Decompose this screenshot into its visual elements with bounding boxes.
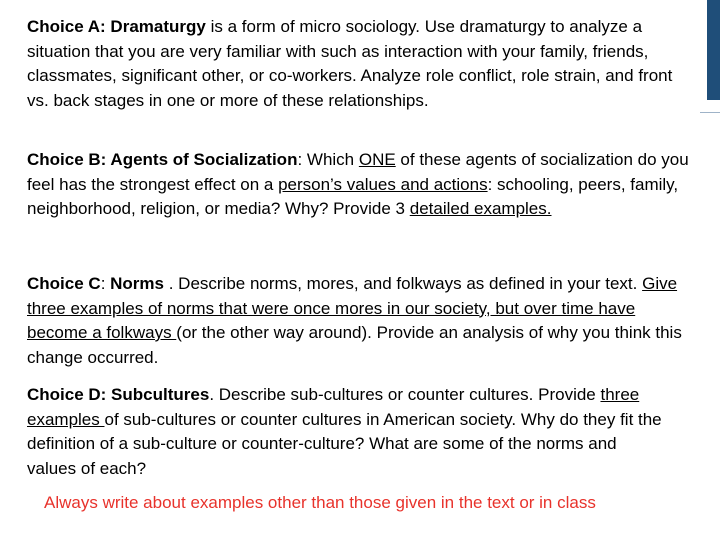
choice-c-text-1: . Describe norms, mores, and folkways as defined in your text. (164, 274, 643, 293)
choice-c-underline-1: Give three examples of norms that were once mores in our society, but over time have become a folkways (27, 274, 678, 342)
choice-b-underline-3: detailed examples. (409, 199, 552, 218)
choice-b-text-1: : Which (297, 150, 359, 169)
choice-b-underline-2: person’s values and actions (278, 174, 488, 194)
choice-a-heading: Choice A: Dramaturgy (27, 17, 206, 36)
choice-d-heading: Choice D: Subcultures (27, 385, 210, 404)
choice-c-text-2: (or the other way around). Provide an analysis of why you think this change occurred. (27, 323, 682, 367)
choice-b-text-3: : schooling, peers, family, neighborhood, religion, or media? Why? Provide 3 (27, 174, 679, 218)
choice-b-heading: Choice B: Agents of Socialization (27, 150, 298, 169)
accent-rule (700, 112, 720, 113)
choice-c-heading-1: Choice C (27, 274, 101, 293)
choice-c-heading-2: Norms (110, 274, 164, 293)
choice-d-text-2: of sub-cultures or counter cultures in American society. Why do they fit the definition of a sub-culture or counter-culture? What are some of the norms and values of each? (27, 409, 662, 478)
choice-b-text-2: of these agents of socialization do you feel has the strongest effect on a (27, 150, 689, 194)
choice-d-text-1: . Describe sub-cultures or counter cultures. Provide (209, 385, 601, 404)
choice-d-paragraph (27, 383, 667, 481)
accent-bar (707, 0, 720, 100)
choice-a-paragraph (27, 15, 697, 113)
choice-a-text: is a form of micro sociology. Use dramaturgy to analyze a situation that you are very familiar with such as interaction with your family, friends, classmates, significant other, or co-workers. Analyze role conflict, role strain, and front vs. back stages in one or more of these relationships. (27, 17, 673, 110)
footer-note: Always write about examples other than those given in the text or in class (44, 493, 596, 512)
choice-b-underline-1: ONE (358, 150, 396, 169)
choice-b-paragraph (27, 148, 697, 222)
choice-c-paragraph (27, 272, 697, 370)
choice-c-separator: : (100, 274, 111, 293)
choice-d-underline-1: three examples (27, 385, 640, 429)
